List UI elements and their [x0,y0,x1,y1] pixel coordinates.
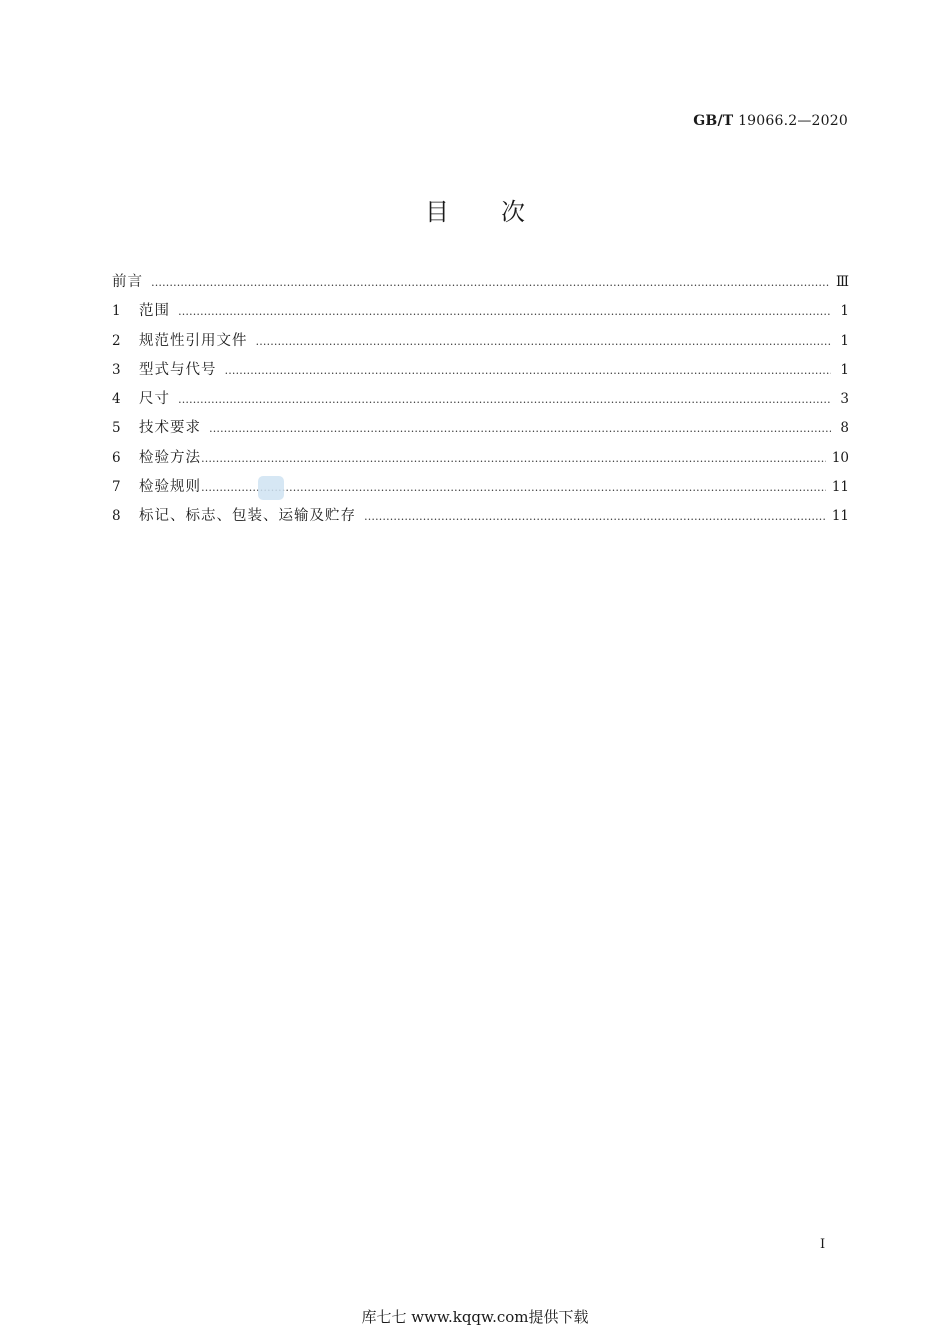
title-char-2: 次 [501,198,525,226]
toc-page-number: 1 [840,303,849,320]
toc-label: 前言 [112,274,143,290]
toc-number: 5 [112,420,121,437]
page-number: I [820,1237,826,1252]
toc-leader-dots [178,305,831,318]
toc-leader-dots [201,481,826,494]
toc-number: 6 [112,449,121,466]
toc-label: 规范性引用文件 [139,332,248,349]
toc-entry-7[interactable] [112,475,849,504]
toc-page-number: 10 [831,449,849,466]
toc-label: 尺寸 [139,391,170,408]
toc-label: 检验规则 [139,479,201,496]
toc-number: 3 [112,361,121,378]
download-source-footer: 库七七 www.kqqw.com提供下载 [361,1308,589,1326]
standard-prefix: GB/T [693,113,734,129]
toc-entry-foreword[interactable] [112,270,849,299]
standard-number: 19066.2—2020 [738,113,848,129]
standard-code [693,113,848,129]
toc-page-number: 3 [840,391,849,408]
toc-entry-2[interactable] [112,329,849,358]
toc-entry-1[interactable] [112,299,849,328]
toc-page-number: 11 [831,508,849,525]
toc-number: 1 [112,303,121,320]
toc-number: 8 [112,508,121,525]
toc-label: 检验方法 [139,449,201,466]
toc-label: 范围 [139,303,170,320]
watermark-logo [258,476,284,500]
toc-leader-dots [178,393,831,406]
toc-leader-dots [256,335,832,348]
toc-entry-5[interactable] [112,416,849,445]
toc-entry-3[interactable] [112,358,849,387]
toc-page-number: 1 [840,361,849,378]
toc-page-number: 8 [840,420,849,437]
toc-leader-dots [225,364,832,377]
toc-number: 7 [112,479,121,496]
toc-entry-8[interactable] [112,504,849,533]
page-title [0,192,950,227]
toc-number: 2 [112,332,121,349]
toc-entry-4[interactable] [112,387,849,416]
toc-leader-dots [364,510,826,523]
toc-leader-dots [151,276,830,289]
toc-page-number: 1 [840,332,849,349]
toc-label: 标记、标志、包装、运输及贮存 [139,508,356,525]
toc-label: 型式与代号 [139,361,217,378]
toc-leader-dots [201,452,826,465]
toc-number: 4 [112,391,121,408]
table-of-contents [112,270,849,534]
toc-leader-dots [209,422,831,435]
title-char-1: 目 [425,198,449,226]
toc-label: 技术要求 [139,420,201,437]
toc-entry-6[interactable] [112,446,849,475]
toc-page-number: Ⅲ [835,274,849,290]
toc-page-number: 11 [831,479,849,496]
